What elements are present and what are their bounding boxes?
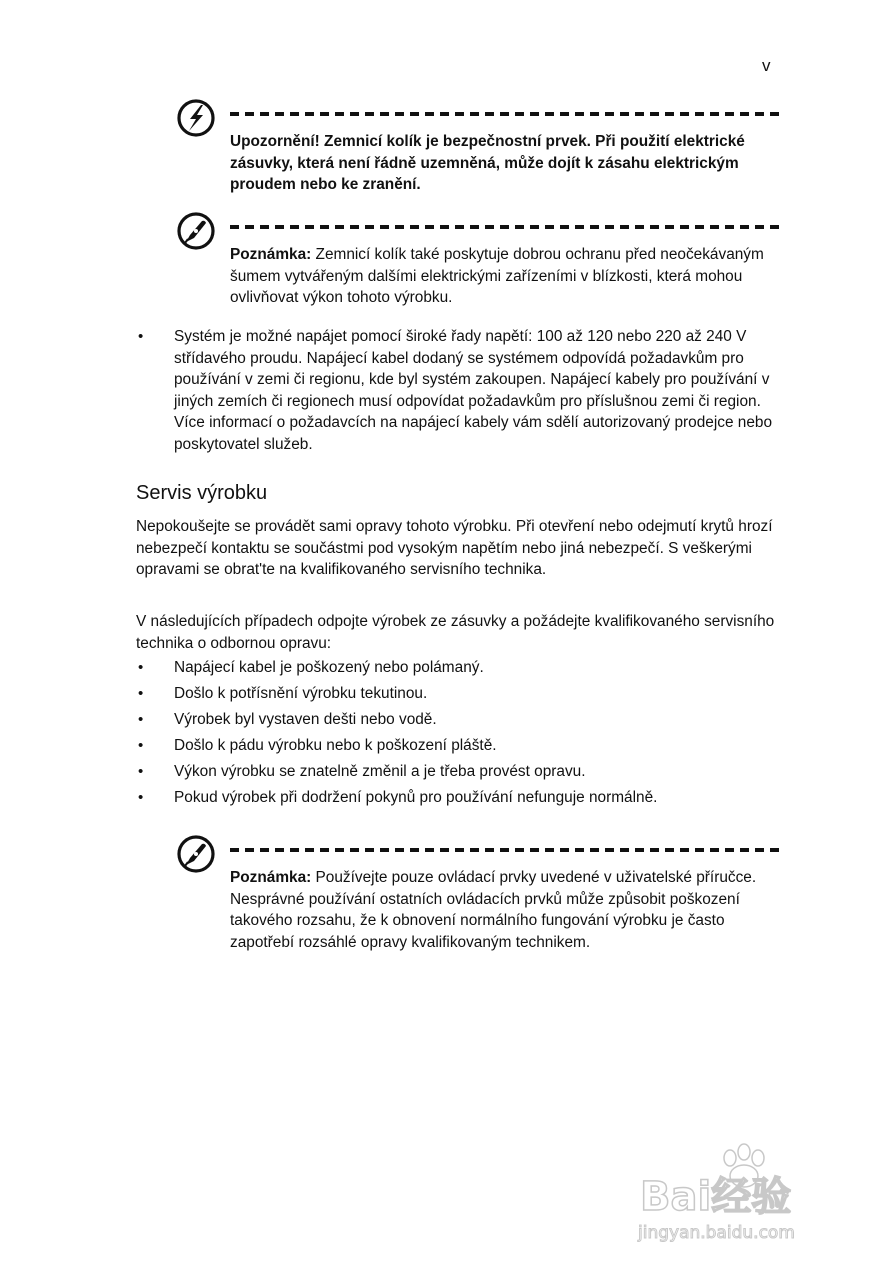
bullet-text: Napájecí kabel je poškozený nebo polámaný. (174, 659, 484, 676)
warning-text: Upozornění! Zemnicí kolík je bezpečnostní prvek. Při použití elektrické zásuvky, která není řádně uzemněná, může dojít k zásahu elektrickým proudem nebo ke zranění. (230, 133, 745, 194)
bullet-text: Výrobek byl vystaven dešti nebo vodě. (174, 710, 437, 728)
bullet-text: Došlo k pádu výrobku nebo k poškození pláště. (174, 736, 497, 754)
paragraph: Nepokoušejte se provádět sami opravy tohoto výrobku. Při otevření nebo odejmutí krytů hrozí nebezpečí kontaktu se součástmi pod vysokým napětím nebo jiná nebezpečí. S veškerými opravami se obrat'te na kvalifikovaného servisního technika. (136, 518, 773, 579)
list-item (136, 761, 786, 783)
dashed-divider (230, 225, 782, 229)
warning-notice (176, 98, 782, 208)
section-title: Servis výrobku (136, 482, 268, 504)
bullet-text: Pokud výrobek při dodržení pokynů pro používání nefunguje normálně. (174, 788, 658, 806)
list-item (136, 657, 786, 679)
note-notice (176, 211, 782, 321)
dashed-divider (230, 112, 782, 116)
bullet-icon: • (138, 762, 144, 780)
note-lead: Poznámka: (230, 246, 312, 263)
page-number: v (762, 56, 771, 75)
note-notice (176, 834, 782, 984)
bullet-text: Výkon výrobku se znatelně změnil a je třeba provést opravu. (174, 762, 586, 780)
dashed-divider (230, 848, 782, 852)
bullet-icon: • (138, 328, 144, 345)
note-body: Používejte pouze ovládací prvky uvedené v uživatelské příručce. Nesprávné používání ostatních ovládacích prvků může způsobit poškození takového rozsahu, že k obnovení normálního fungování výrobku je často zapotřebí rozsáhlé opravy kvalifikovaným technikem. (230, 869, 757, 951)
bullet-icon: • (138, 788, 144, 806)
baidu-watermark (636, 1138, 856, 1248)
note-text (230, 244, 782, 309)
watermark-url: jingyan.baidu.com (638, 1223, 795, 1243)
power-bullet-list (136, 326, 786, 456)
pen-note-icon (176, 211, 216, 251)
pen-note-icon (176, 834, 216, 874)
bullet-icon: • (138, 684, 144, 702)
list-item (136, 683, 786, 705)
bullet-icon: • (138, 710, 144, 728)
list-item (136, 709, 786, 731)
bullet-text: Došlo k potřísnění výrobku tekutinou. (174, 684, 428, 702)
paragraph: V následujících případech odpojte výrobek ze zásuvky a požádejte kvalifikovaného servisního technika o odbornou opravu: (136, 613, 775, 652)
bullet-icon: • (138, 736, 144, 754)
list-item (136, 735, 786, 757)
repair-bullet-list (136, 657, 786, 809)
list-item (136, 787, 786, 809)
watermark-brand: Bai经验 (640, 1174, 792, 1220)
note-lead: Poznámka: (230, 869, 312, 886)
list-item (136, 326, 786, 456)
bullet-text: Systém je možné napájet pomocí široké řady napětí: 100 až 120 nebo 220 až 240 V střídavého proudu. Napájecí kabel dodaný se systémem odpovídá požadavkům pro používání v zemi či regionu, kde byl systém zakoupen. Napájecí kabely pro používání v jiných zemích či regionech musí odpovídat požadavkům pro příslušnou zemi či region. Více informací o požadavcích na napájecí kabely vám sdělí autorizovaný prodejce nebo poskytovatel služeb. (174, 328, 773, 453)
lightning-warning-icon (176, 98, 216, 138)
note-body: Zemnicí kolík také poskytuje dobrou ochranu před neočekávaným šumem vytvářeným dalšími elektrickými zařízeními v blízkosti, která mohou ovlivňovat výkon tohoto výrobku. (230, 246, 764, 307)
note-text (230, 867, 782, 953)
bullet-icon: • (138, 659, 144, 676)
